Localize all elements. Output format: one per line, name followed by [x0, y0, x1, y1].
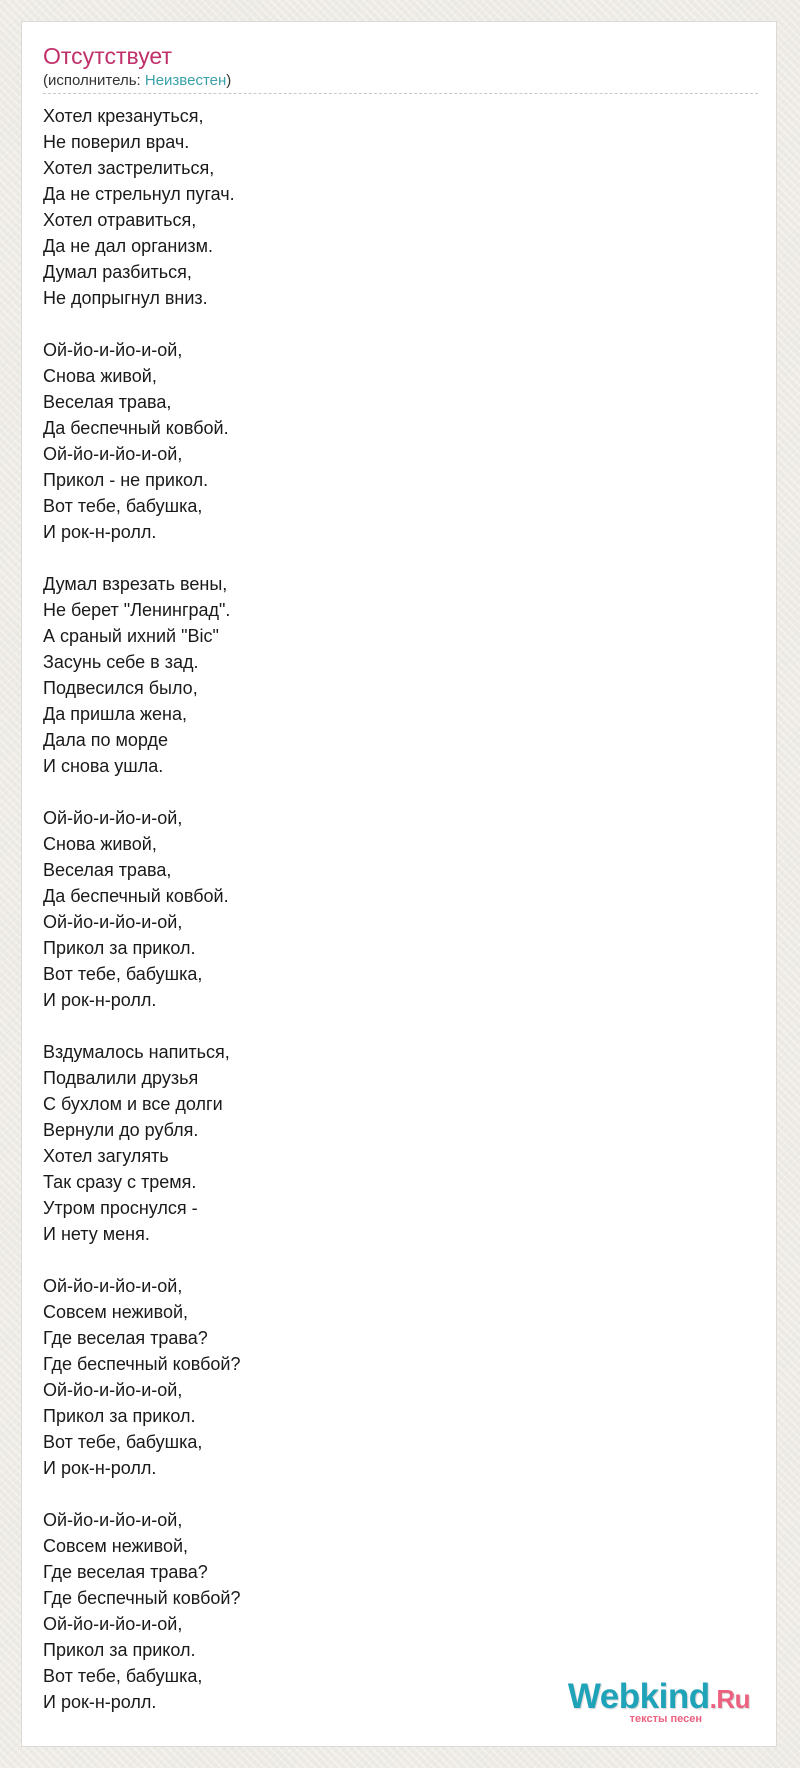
artist-link[interactable]: Неизвестен	[144, 72, 227, 89]
artist-prefix: (исполнитель:	[43, 72, 145, 89]
logo-tld: .Ru	[709, 1684, 750, 1714]
artist-suffix: )	[226, 72, 232, 89]
lyrics-card	[21, 21, 777, 1747]
site-logo[interactable]	[530, 1678, 750, 1724]
logo-name: Webkind	[567, 1677, 710, 1716]
divider	[43, 93, 758, 94]
artist-line	[43, 72, 231, 90]
logo-tagline: тексты песен	[629, 1713, 702, 1725]
lyrics-text: Хотел крезануться, Не поверил врач. Хотел застрелиться, Да не стрельнул пугач. Хотел отравиться, Да не дал организм. Думал разбиться, Не допрыгнул вниз. Ой-йо-и-йо-и-ой, Снова живой, Веселая трава, Да беспечный ковбой. Ой-йо-и-йо-и-ой, Прикол - не прикол. Вот тебе, бабушка, И рок-н-ролл. Думал взрезать вены, Не берет "Ленинград". А сраный ихний "Bic" Засунь себе в зад. Подвесился было, Да пришла жена, Дала по морде И снова ушла. Ой-йо-и-йо-и-ой, Снова живой, Веселая трава, Да беспечный ковбой. Ой-йо-и-йо-и-ой, Прикол за прикол. Вот тебе, бабушка, И рок-н-ролл. Вздумалось напиться, Подвалили друзья С бухлом и все долги Вернули до рубля. Хотел загулять Так сразу с тремя. Утром проснулся - И нету меня. Ой-йо-и-йо-и-ой, Совсем неживой, Где веселая трава? Где беспечный ковбой? Ой-йо-и-йо-и-ой, Прикол за прикол. Вот тебе, бабушка, И рок-н-ролл. Ой-йо-и-йо-и-ой, Совсем неживой, Где веселая трава? Где беспечный ковбой? Ой-йо-и-йо-и-ой, Прикол за прикол. Вот тебе, бабушка, И рок-н-ролл.	[43, 106, 241, 1712]
logo-wordmark	[568, 1678, 750, 1718]
song-title: Отсутствует	[43, 43, 172, 69]
